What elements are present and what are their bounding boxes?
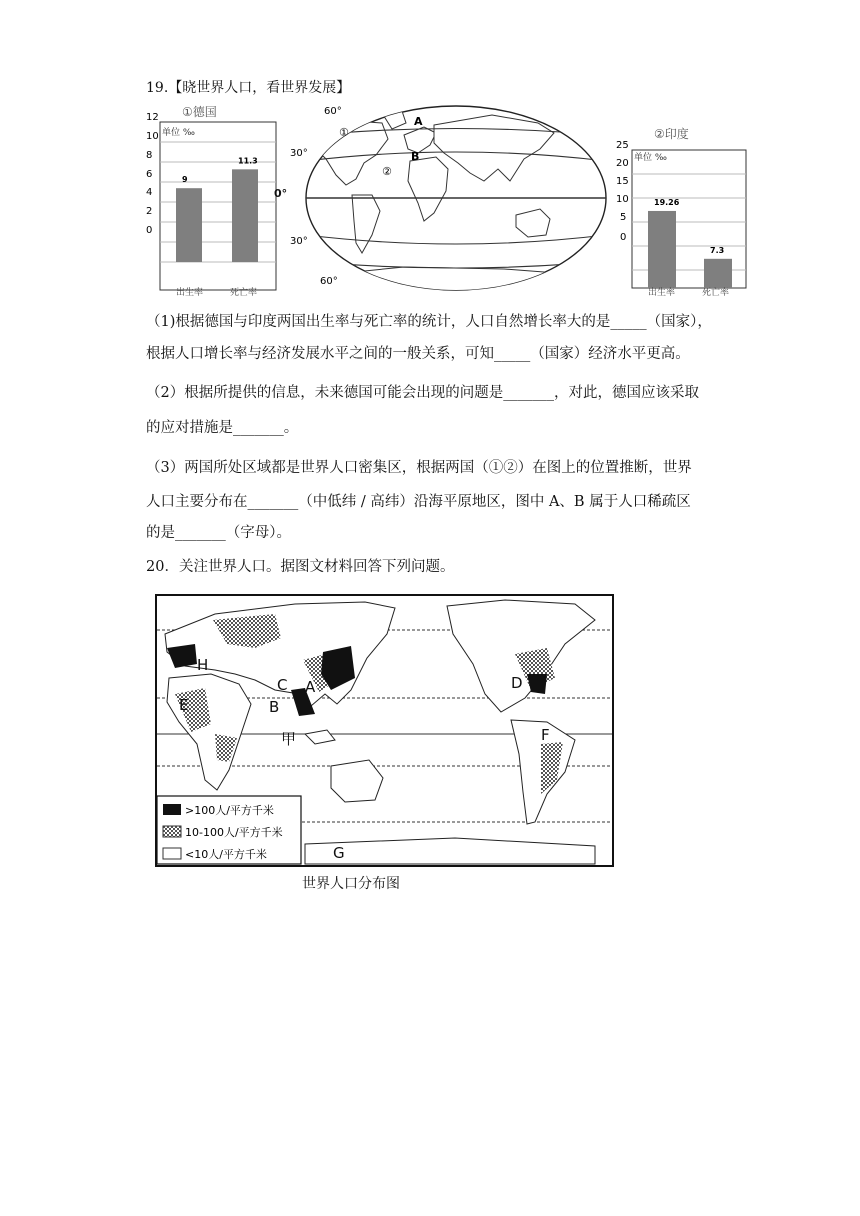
map-legend xyxy=(157,796,301,864)
map-point-b: B xyxy=(411,150,420,163)
germany-ytick-2: 8 xyxy=(146,150,153,161)
germany-ytick-1: 10 xyxy=(146,131,159,142)
equator-label: 0° xyxy=(274,187,288,200)
germany-value-label-death: 11.3 xyxy=(238,156,258,166)
legend-swatch-high xyxy=(163,804,181,815)
germany-ytick-4: 4 xyxy=(146,187,153,198)
q19-part3-line1: （3）两国所处区域都是世界人口密集区，根据两国（①②）在图上的位置推断，世界 xyxy=(146,460,692,476)
germany-yticks xyxy=(146,112,159,236)
india-ytick-0: 25 xyxy=(616,140,629,151)
q19-part2-line1: （2）根据所提供的信息，未来德国可能会出现的问题是_______，对此，德国应该采取 xyxy=(146,385,699,401)
india-category-birth: 出生率 xyxy=(648,288,676,297)
legend-medium: 10-100人/平方千米 xyxy=(185,826,283,839)
germany-category-birth: 出生率 xyxy=(176,288,204,297)
label-jia: 甲 xyxy=(281,730,297,748)
india-ytick-3: 10 xyxy=(616,194,629,205)
india-value-label-death: 7.3 xyxy=(710,245,725,255)
india-bar-death-rate xyxy=(704,259,732,288)
label-c: C xyxy=(277,676,288,694)
legend-low: <10人/平方千米 xyxy=(185,848,267,861)
world-population-map xyxy=(155,594,614,867)
world-map-q19 xyxy=(284,103,627,293)
germany-unit-label: 单位 ‰ xyxy=(162,128,195,138)
map-point-a: A xyxy=(414,115,423,128)
question-20-title: 20．关注世界人口。据图文材料回答下列问题。 xyxy=(146,559,455,575)
q19-part3-line3: 的是_______（字母）。 xyxy=(146,525,291,541)
germany-bar-birth-rate xyxy=(176,188,202,262)
legend-swatch-low xyxy=(163,848,181,859)
label-d: D xyxy=(511,674,523,692)
map-point-germany: ① xyxy=(339,126,349,139)
q19-part1-line1: （1)根据德国与印度两国出生率与死亡率的统计，人口自然增长率大的是_____（国家）， xyxy=(146,314,712,330)
q19-part1-line2: 根据人口增长率与经济发展水平之间的一般关系，可知_____（国家）经济水平更高。 xyxy=(146,346,690,362)
lat-label-30s: 30° xyxy=(290,236,308,247)
germany-ytick-0: 12 xyxy=(146,112,159,123)
india-unit-label: 单位 ‰ xyxy=(634,153,667,163)
map-caption: 世界人口分布图 xyxy=(302,876,400,892)
germany-ytick-3: 6 xyxy=(146,169,153,180)
india-category-death: 死亡率 xyxy=(702,288,730,297)
india-ytick-2: 15 xyxy=(616,176,629,187)
map-point-india: ② xyxy=(382,165,392,178)
label-a: A xyxy=(305,678,316,696)
legend-swatch-medium xyxy=(163,826,181,837)
germany-ytick-5: 2 xyxy=(146,206,153,217)
lat-label-30n: 30° xyxy=(290,148,308,159)
legend-high: >100人/平方千米 xyxy=(185,804,274,817)
q19-part2-line2: 的应对措施是_______。 xyxy=(146,420,299,436)
india-ytick-5: 0 xyxy=(620,232,627,243)
germany-category-death: 死亡率 xyxy=(230,288,258,297)
lat-label-60n: 60° xyxy=(324,106,342,117)
germany-chart-title: ①德国 xyxy=(182,105,217,119)
india-ytick-1: 20 xyxy=(616,158,629,169)
label-e: E xyxy=(179,696,189,714)
lat-label-60s: 60° xyxy=(320,276,338,287)
label-g: G xyxy=(333,844,345,862)
q19-part3-line2: 人口主要分布在_______（中低纬 / 高纬）沿海平原地区，图中 A、B 属于人口稀疏区 xyxy=(146,494,691,510)
india-chart-title: ②印度 xyxy=(654,127,689,141)
germany-bar-death-rate xyxy=(232,169,258,262)
label-h: H xyxy=(197,656,209,674)
india-bar-chart xyxy=(614,122,754,297)
germany-bar-chart xyxy=(140,102,280,297)
question-19-title: 19.【晓世界人口，看世界发展】 xyxy=(146,80,351,96)
india-value-label-birth: 19.26 xyxy=(654,197,680,207)
india-ytick-4: 5 xyxy=(620,212,627,223)
germany-ytick-6: 0 xyxy=(146,225,153,236)
label-b: B xyxy=(269,698,280,716)
germany-value-label-birth: 9 xyxy=(182,175,188,185)
india-bar-birth-rate xyxy=(648,211,676,288)
label-f: F xyxy=(541,726,550,744)
